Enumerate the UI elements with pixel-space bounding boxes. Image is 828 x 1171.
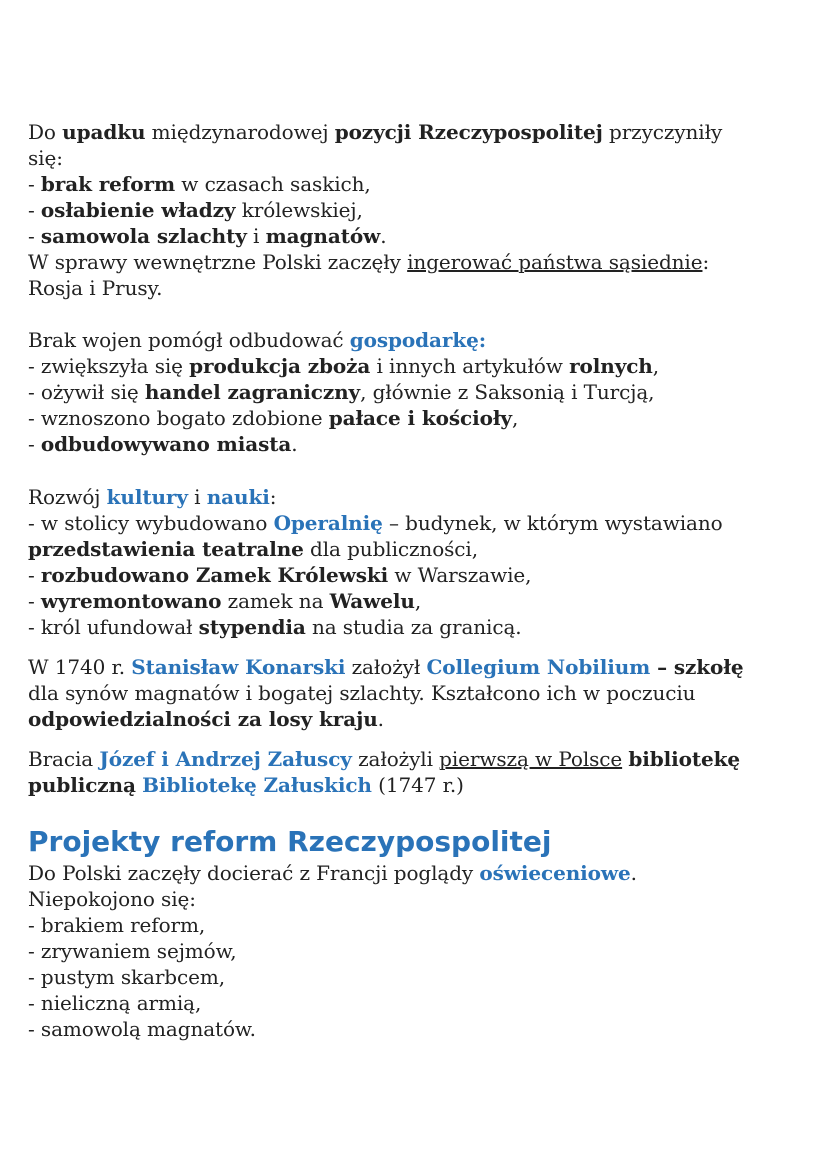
text: na studia za granicą. bbox=[305, 615, 522, 639]
text: - bbox=[28, 198, 41, 222]
text: . bbox=[630, 861, 637, 885]
underlined-text: pierwszą w Polsce bbox=[439, 747, 623, 771]
text: - bbox=[28, 224, 41, 248]
text: : bbox=[702, 250, 710, 274]
s6-line-6 bbox=[28, 990, 201, 1016]
text: , bbox=[414, 589, 422, 613]
s6-line-4 bbox=[28, 938, 237, 964]
text: - pustym skarbcem, bbox=[28, 965, 225, 989]
text: i bbox=[246, 224, 266, 248]
s5-line-1 bbox=[28, 746, 740, 772]
text: założyli bbox=[351, 747, 440, 771]
text: - nieliczną armią, bbox=[28, 991, 202, 1015]
s3-line-3 bbox=[28, 536, 478, 562]
bold-text: pałace i kościoły bbox=[328, 406, 512, 430]
text: Bracia bbox=[28, 747, 100, 771]
text: (1747 r.) bbox=[371, 773, 464, 797]
blue-bold-text: nauki bbox=[206, 485, 270, 509]
bold-text: odpowiedzialności za losy kraju bbox=[28, 707, 378, 731]
section-heading: Projekty reform Rzeczypospolitej bbox=[28, 825, 552, 858]
text: - bbox=[28, 172, 41, 196]
text: zamek na bbox=[221, 589, 330, 613]
text: W sprawy wewnętrzne Polski zaczęły bbox=[28, 250, 408, 274]
bold-text: brak reform bbox=[40, 172, 176, 196]
bold-text: osłabienie władzy bbox=[40, 198, 236, 222]
text: dla synów magnatów i bogatej szlachty. Kształcono ich w poczuciu bbox=[28, 681, 696, 705]
s2-line-1 bbox=[28, 327, 486, 353]
blue-bold-text: oświeceniowe bbox=[479, 861, 631, 885]
text: – budynek, w którym wystawiano bbox=[382, 511, 723, 535]
s6-line-7 bbox=[28, 1016, 256, 1042]
blue-bold-text: Operalnię bbox=[273, 511, 383, 535]
bold-text: – bbox=[650, 655, 674, 679]
text: Do Polski zaczęły docierać z Francji poglądy bbox=[28, 861, 480, 885]
text: w czasach saskich, bbox=[175, 172, 371, 196]
s4-line-3 bbox=[28, 706, 384, 732]
s2-line-5 bbox=[28, 431, 298, 457]
bold-text: produkcja zboża bbox=[189, 354, 371, 378]
s6-line-3 bbox=[28, 912, 205, 938]
blue-bold-text: Stanisław Konarski bbox=[131, 655, 346, 679]
bold-text: Wawelu bbox=[329, 589, 415, 613]
s1-line-7 bbox=[28, 275, 162, 301]
text: Do bbox=[28, 120, 63, 144]
underlined-text: ingerować państwa sąsiednie bbox=[407, 250, 703, 274]
s6-line-1 bbox=[28, 860, 637, 886]
text: , bbox=[511, 406, 519, 430]
text: W 1740 r. bbox=[28, 655, 132, 679]
s6-line-5 bbox=[28, 964, 225, 990]
bold-text: szkołę bbox=[673, 655, 744, 679]
text: . bbox=[377, 707, 384, 731]
blue-bold-text: Collegium Nobilium bbox=[426, 655, 651, 679]
text: się: bbox=[28, 146, 63, 170]
text: dla publiczności, bbox=[303, 537, 478, 561]
s3-line-1 bbox=[28, 484, 276, 510]
bold-text: handel zagraniczny bbox=[144, 380, 361, 404]
blue-bold-text: Józef i Andrzej Załuscy bbox=[99, 747, 352, 771]
bold-text: stypendia bbox=[198, 615, 306, 639]
blue-bold-text: kultury bbox=[106, 485, 188, 509]
s1-line-4 bbox=[28, 197, 363, 223]
text: Niepokojono się: bbox=[28, 887, 196, 911]
s6-line-2 bbox=[28, 886, 196, 912]
s4-line-2 bbox=[28, 680, 695, 706]
text: , głównie z Saksonią i Turcją, bbox=[360, 380, 655, 404]
text: , bbox=[652, 354, 660, 378]
text: - bbox=[28, 589, 41, 613]
text: : bbox=[269, 485, 277, 509]
s1-line-1 bbox=[28, 119, 722, 145]
text: w Warszawie, bbox=[388, 563, 532, 587]
s1-line-5 bbox=[28, 223, 386, 249]
text: i innych artykułów bbox=[370, 354, 570, 378]
bold-text: wyremontowano bbox=[40, 589, 222, 613]
s3-line-5 bbox=[28, 588, 421, 614]
text: . bbox=[291, 432, 298, 456]
text: - król ufundował bbox=[28, 615, 199, 639]
bold-text: rolnych bbox=[569, 354, 653, 378]
text: założył bbox=[345, 655, 427, 679]
text: przyczyniły bbox=[602, 120, 723, 144]
s3-line-6 bbox=[28, 614, 522, 640]
text: - bbox=[28, 563, 41, 587]
bold-text: bibliotekę bbox=[628, 747, 741, 771]
text: międzynarodowej bbox=[145, 120, 335, 144]
text: - w stolicy wybudowano bbox=[28, 511, 274, 535]
text: - ożywił się bbox=[28, 380, 145, 404]
s5-line-2 bbox=[28, 772, 464, 798]
text: - wznoszono bogato zdobione bbox=[28, 406, 329, 430]
s2-line-3 bbox=[28, 379, 654, 405]
s1-line-6 bbox=[28, 249, 709, 275]
text: - brakiem reform, bbox=[28, 913, 206, 937]
text: - bbox=[28, 432, 41, 456]
s3-line-2 bbox=[28, 510, 723, 536]
bold-text: publiczną bbox=[28, 773, 136, 797]
text: . bbox=[380, 224, 387, 248]
text: królewskiej, bbox=[235, 198, 363, 222]
bold-text: rozbudowano Zamek Królewski bbox=[40, 563, 389, 587]
bold-text: odbudowywano miasta bbox=[40, 432, 292, 456]
s2-line-4 bbox=[28, 405, 518, 431]
s1-line-2 bbox=[28, 145, 63, 171]
bold-text: upadku bbox=[62, 120, 146, 144]
blue-bold-text: gospodarkę: bbox=[349, 328, 487, 352]
bold-text: magnatów bbox=[265, 224, 381, 248]
s4-line-1 bbox=[28, 654, 744, 680]
blue-bold-text: Bibliotekę Załuskich bbox=[142, 773, 372, 797]
text: i bbox=[187, 485, 207, 509]
bold-text: pozycji Rzeczypospolitej bbox=[334, 120, 603, 144]
bold-text: samowola szlachty bbox=[40, 224, 247, 248]
bold-text: przedstawienia teatralne bbox=[28, 537, 304, 561]
text: Rozwój bbox=[28, 485, 107, 509]
text: - samowolą magnatów. bbox=[28, 1017, 256, 1041]
text: Brak wojen pomógł odbudować bbox=[28, 328, 350, 352]
s3-line-4 bbox=[28, 562, 531, 588]
text: Rosja i Prusy. bbox=[28, 276, 163, 300]
text: - zwiększyła się bbox=[28, 354, 190, 378]
s1-line-3 bbox=[28, 171, 371, 197]
s2-line-2 bbox=[28, 353, 659, 379]
text: - zrywaniem sejmów, bbox=[28, 939, 237, 963]
